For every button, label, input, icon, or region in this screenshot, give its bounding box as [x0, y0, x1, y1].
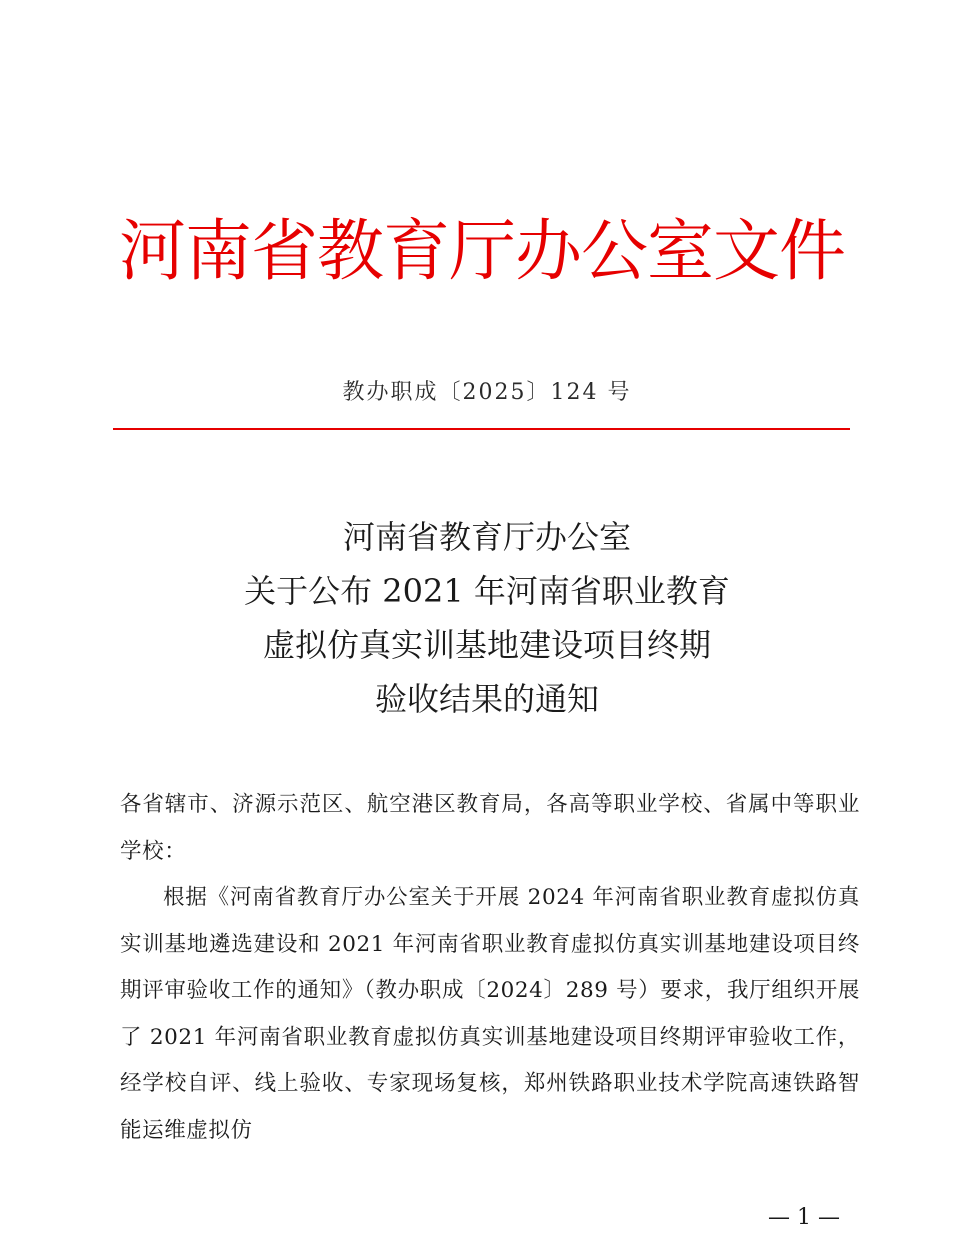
red-divider-line: [113, 428, 850, 430]
masthead-title: 河南省教育厅办公室文件: [119, 212, 845, 290]
addressee-paragraph: 各省辖市、济源示范区、航空港区教育局，各高等职业学校、省属中等职业学校：: [120, 792, 860, 864]
title-line-2: 关于公布 2021 年河南省职业教育: [244, 572, 730, 610]
title-line-3: 虚拟仿真实训基地建设项目终期: [262, 626, 711, 664]
title-line-1: 河南省教育厅办公室: [342, 518, 631, 556]
document-body: [120, 782, 860, 1154]
page-number: — 1 —: [768, 1205, 840, 1230]
notice-title: [0, 510, 964, 726]
body-paragraph: 根据《河南省教育厅办公室关于开展 2024 年河南省职业教育虚拟仿真实训基地遴选建设和 2021 年河南省职业教育虚拟仿真实训基地建设项目终期评审验收工作的通知》（教办职成〔2024〕289 号）要求，我厅组织开展了 2021 年河南省职业教育虚拟仿真实训基地建设项目终期评审验收工作，经学校自评、线上验收、专家现场复核，郑州铁路职业技术学院高速铁路智能运维虚拟仿: [120, 885, 860, 1143]
document-number: 教办职成〔2025〕124 号: [342, 380, 632, 405]
title-line-4: 验收结果的通知: [374, 680, 599, 718]
